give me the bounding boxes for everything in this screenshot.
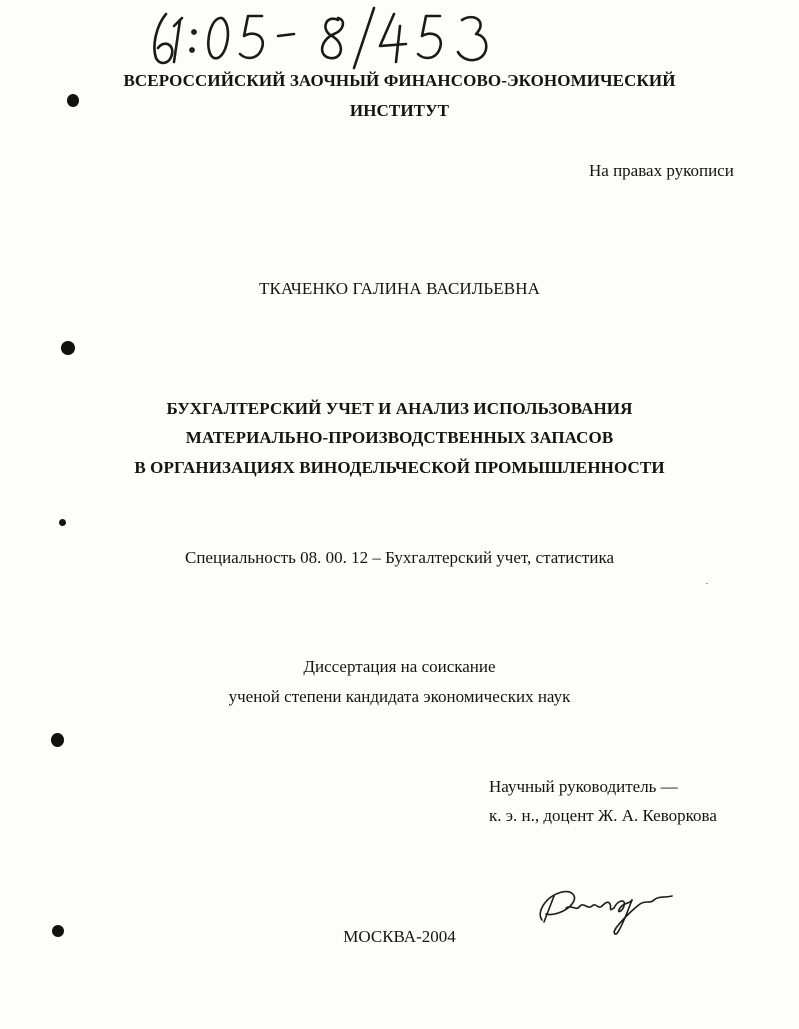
title-line-2: МАТЕРИАЛЬНО-ПРОИЗВОДСТВЕННЫХ ЗАПАСОВ: [185, 428, 614, 447]
punch-hole: [67, 94, 79, 107]
manuscript-note: На правах рукописи: [589, 161, 734, 180]
supervisor-label: Научный руководитель —: [489, 777, 678, 796]
handwritten-archive-number: [150, 6, 510, 70]
punch-hole: [59, 519, 66, 526]
title-line-3: В ОРГАНИЗАЦИЯХ ВИНОДЕЛЬЧЕСКОЙ ПРОМЫШЛЕННОСТИ: [134, 458, 665, 477]
dissertation-line-2: ученой степени кандидата экономических наук: [228, 687, 571, 706]
author-name: ТКАЧЕНКО ГАЛИНА ВАСИЛЬЕВНА: [259, 279, 540, 298]
institution-line-1: ВСЕРОССИЙСКИЙ ЗАОЧНЫЙ ФИНАНСОВО-ЭКОНОМИЧЕСКИЙ: [123, 71, 676, 90]
punch-hole: [52, 925, 64, 937]
title-line-1: БУХГАЛТЕРСКИЙ УЧЕТ И АНАЛИЗ ИСПОЛЬЗОВАНИЯ: [166, 399, 633, 418]
scan-speck: [706, 583, 708, 584]
punch-hole: [51, 733, 64, 747]
dissertation-line-1: Диссертация на соискание: [303, 657, 496, 676]
supervisor-name: к. э. н., доцент Ж. А. Кеворкова: [489, 806, 717, 825]
specialty: Специальность 08. 00. 12 – Бухгалтерский учет, статистика: [184, 548, 614, 567]
institution-line-2: ИНСТИТУТ: [349, 101, 450, 120]
punch-hole: [61, 341, 75, 355]
city-year: МОСКВА-2004: [343, 927, 456, 946]
